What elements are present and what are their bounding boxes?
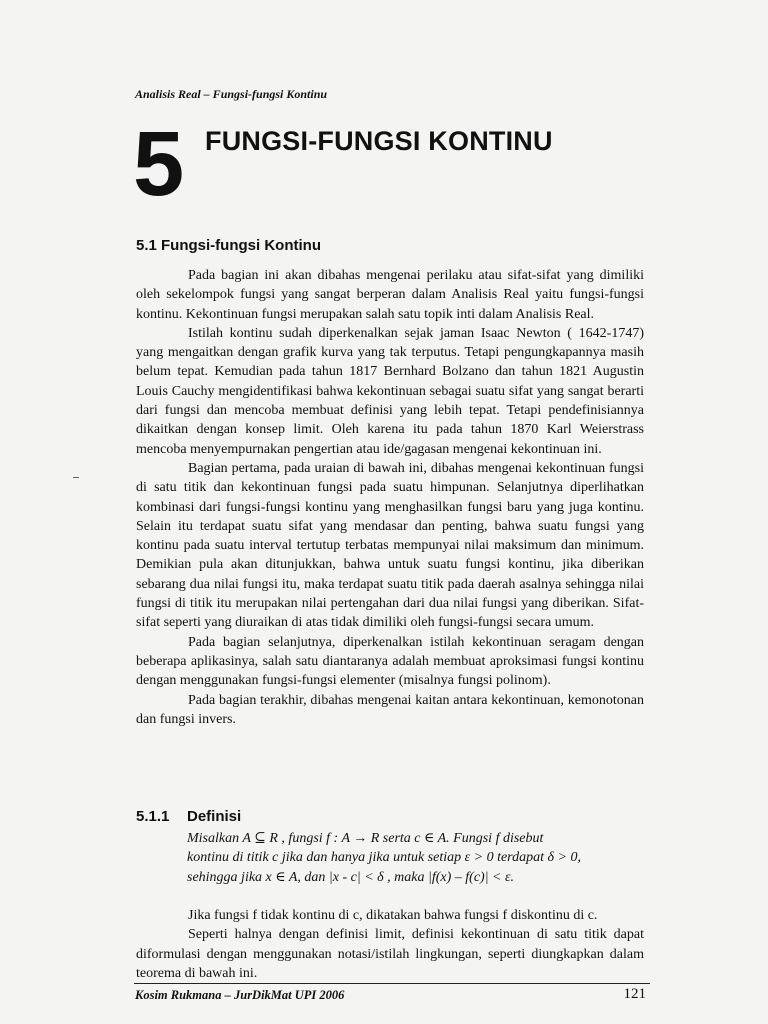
section-body: [136, 266, 644, 729]
footer-rule: [134, 983, 650, 984]
subsection-label: Definisi: [187, 808, 242, 825]
paragraph: Pada bagian ini akan dibahas mengenai perilaku atau sifat-sifat yang dimiliki oleh sekelompok fungsi yang sangat berperan dalam Analisis Real yaitu fungsi-fungsi kontinu. Kekontinuan fungsi merupakan salah satu topik inti dalam Analisis Real.: [136, 268, 644, 322]
chapter-number: 5: [133, 113, 185, 215]
page-number: 121: [623, 986, 646, 1002]
footer-author: Kosim Rukmana – JurDikMat UPI 2006: [135, 988, 345, 1002]
chapter-title: FUNGSI-FUNGSI KONTINU: [205, 126, 553, 156]
paragraph: Seperti halnya dengan definisi limit, definisi kekontinuan di satu titik dapat diformulasi dengan menggunakan notasi/istilah lingkungan, seperti diungkapkan dalam teorema di bawah ini.: [136, 927, 644, 981]
paragraph: Istilah kontinu sudah diperkenalkan sejak jaman Isaac Newton ( 1642-1747) yang mengaitkan dengan grafik kurva yang tak terputus. Tetapi pengungkapannya masih belum tepat. Kemudian pada tahun 1817 Bernhard Bolzano dan tahun 1821 Augustin Louis Cauchy mengidentifikasi bahwa kekontinuan sebagai suatu sifat yang sangat berarti dari fungsi dan mencoba membuat definisi yang lebih tepat. Tetapi pendefinisiannya dikaitkan dengan konsep limit. Oleh karena itu pada tahun 1870 Karl Weierstrass mencoba menyempurnakan pengertian atau ide/gagasan mengenai kekontinuan ini.: [136, 325, 644, 457]
paragraph: Pada bagian selanjutnya, diperkenalkan istilah kekontinuan seragam dengan beberapa aplikasinya, salah satu diantaranya adalah membuat aproksimasi fungsi kontinu dengan menggunakan fungsi-fungsi elementer (misalnya fungsi polinom).: [136, 634, 644, 689]
section-title: 5.1 Fungsi-fungsi Kontinu: [136, 237, 321, 254]
definition-line: kontinu di titik c jika dan hanya jika untuk setiap ε > 0 terdapat δ > 0,: [187, 850, 581, 866]
paragraph: Pada bagian terakhir, dibahas mengenai kaitan antara kekontinuan, kemonotonan dan fungsi invers.: [136, 692, 644, 727]
subsection-title: [136, 808, 241, 825]
definition-line: sehingga jika x ∈ A, dan |x - c| < δ , maka |f(x) – f(c)| < ε.: [187, 869, 515, 885]
paragraph: Bagian pertama, pada uraian di bawah ini, dibahas mengenai kekontinuan fungsi di satu titik dan kekontinuan fungsi pada suatu himpunan. Selanjutnya diperlihatkan kombinasi dari fungsi-fungsi kontinu yang menghasilkan fungsi baru yang juga kontinu. Selain itu terdapat suatu sifat yang mendasar dan penting, bahwa suatu fungsi yang kontinu pada suatu interval tertutup terbatas mempunyai nilai maksimum dan minimum. Demikian pula akan ditunjukkan, bahwa untuk suatu fungsi kontinu, jika diberikan sebarang dua nilai fungsi itu, maka terdapat suatu titik pada daerah asalnya sehingga nilai fungsi di titik itu merupakan nilai pertengahan dari dua nilai fungsi yang diberikan. Sifat-sifat seperti yang diuraikan di atas tidak dimiliki oleh fungsi-fungsi secara umum.: [136, 460, 644, 631]
after-definition-body: [136, 906, 644, 983]
paragraph: Jika fungsi f tidak kontinu di c, dikatakan bahwa fungsi f diskontinu di c.: [188, 908, 598, 923]
subsection-number: 5.1.1: [136, 808, 170, 825]
running-head: Analisis Real – Fungsi-fungsi Kontinu: [135, 87, 328, 101]
margin-mark: [73, 477, 79, 478]
definition-block: [187, 829, 647, 887]
definition-line: Misalkan A ⊆ R , fungsi f : A → R serta c ∈ A. Fungsi f disebut: [187, 831, 544, 846]
